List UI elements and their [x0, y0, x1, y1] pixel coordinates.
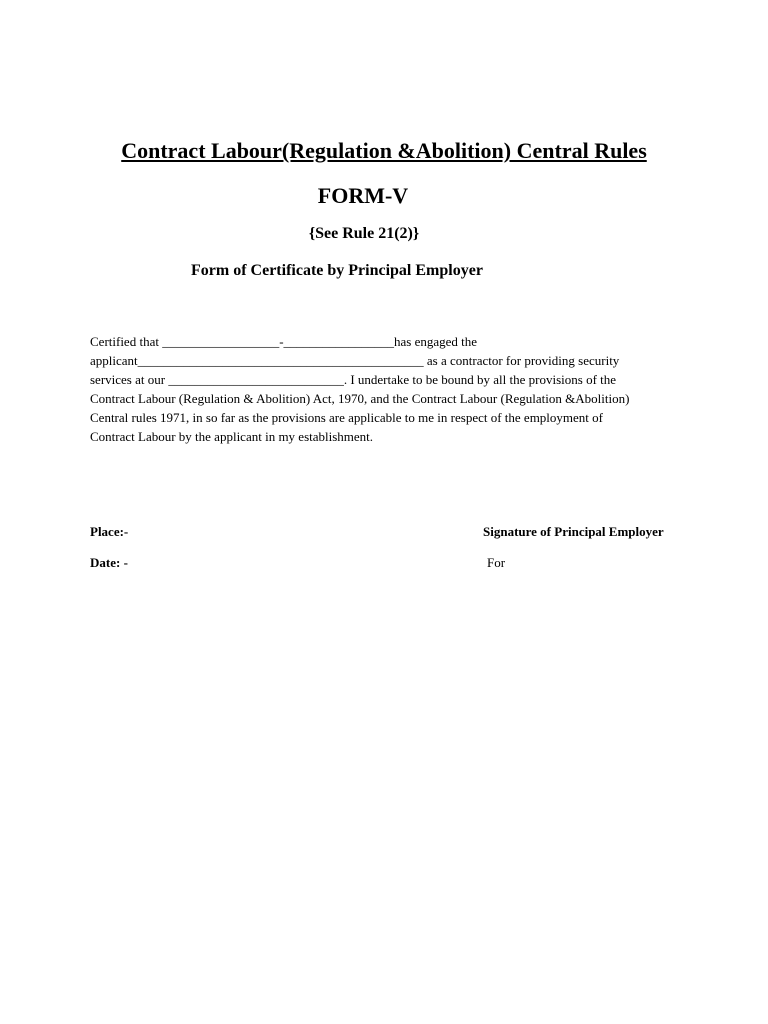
certificate-body: [90, 332, 690, 447]
body-line: Contract Labour (Regulation & Abolition) Act, 1970, and the Contract Labour (Regulation &Abolition): [90, 391, 630, 407]
body-line: applicant____________________________________________ as a contractor for providing security: [90, 353, 620, 369]
place-label: Place:-: [90, 524, 129, 539]
signature-label: Signature of Principal Employer: [483, 524, 664, 539]
body-line: Certified that __________________-_________________has engaged the: [90, 334, 478, 349]
date-label: Date: -: [90, 555, 128, 570]
body-line: services at our ___________________________. I undertake to be bound by all the provisions of the: [90, 372, 617, 388]
body-line: Central rules 1971, in so far as the provisions are applicable to me in respect of the employment of: [90, 410, 603, 426]
body-line: Contract Labour by the applicant in my establishment.: [90, 429, 374, 445]
document-title: Contract Labour(Regulation &Abolition) Central Rules: [121, 138, 647, 163]
certificate-subtitle: Form of Certificate by Principal Employer: [191, 262, 483, 279]
form-number: FORM-V: [317, 183, 409, 208]
rule-reference: {See Rule 21(2)}: [308, 225, 420, 242]
for-label: For: [487, 555, 506, 570]
